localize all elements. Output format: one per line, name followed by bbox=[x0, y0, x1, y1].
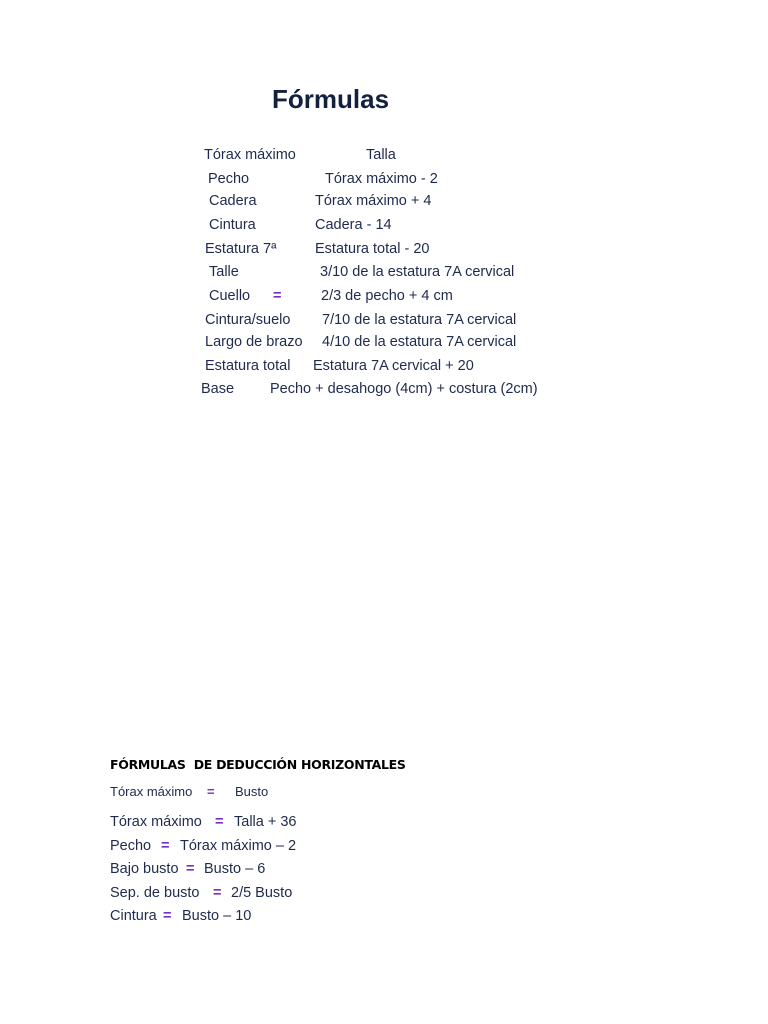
formula-label: Tórax máximo bbox=[110, 814, 202, 830]
formula-value: Busto bbox=[235, 784, 269, 799]
formula-label: Estatura total bbox=[205, 358, 291, 374]
formula-value: 7/10 de la estatura 7A cervical bbox=[322, 312, 517, 328]
formula-value: Busto – 10 bbox=[182, 908, 252, 924]
formula-value: Tórax máximo – 2 bbox=[180, 838, 297, 854]
formula-label: Cadera bbox=[209, 193, 257, 209]
formula-value: 2/5 Busto bbox=[231, 885, 293, 901]
formula-value: Pecho + desahogo (4cm) + costura (2cm) bbox=[270, 381, 538, 397]
formula-label: Tórax máximo bbox=[204, 147, 296, 163]
equals-sign: = bbox=[213, 885, 222, 901]
formula-value: Busto – 6 bbox=[204, 861, 266, 877]
formula-label: Cintura bbox=[209, 217, 256, 233]
formula-value: Tórax máximo + 4 bbox=[315, 193, 432, 209]
formula-value: 4/10 de la estatura 7A cervical bbox=[322, 334, 517, 350]
formula-value: Estatura 7A cervical + 20 bbox=[313, 358, 474, 374]
equals-sign: = bbox=[215, 814, 224, 830]
formula-value: Talla + 36 bbox=[234, 814, 297, 830]
formula-label: Cintura bbox=[110, 908, 157, 924]
formula-label: Base bbox=[201, 381, 235, 397]
formula-value: Tórax máximo - 2 bbox=[325, 171, 438, 187]
equals-sign: = bbox=[207, 784, 215, 799]
formula-value: Estatura total - 20 bbox=[315, 241, 430, 257]
page-title: Fórmulas bbox=[272, 84, 390, 114]
formula-label: Cintura/suelo bbox=[205, 312, 291, 328]
formula-label: Talle bbox=[209, 264, 239, 280]
formula-value: Cadera - 14 bbox=[315, 217, 392, 233]
equals-sign: = bbox=[273, 288, 282, 304]
formula-value: 2/3 de pecho + 4 cm bbox=[321, 288, 453, 304]
formula-label: Bajo busto bbox=[110, 861, 179, 877]
formula-value: Talla bbox=[366, 147, 396, 163]
equals-sign: = bbox=[161, 838, 170, 854]
formula-label: Cuello bbox=[209, 288, 251, 304]
section-heading: FÓRMULAS DE DEDUCCIÓN HORIZONTALES bbox=[110, 757, 406, 772]
equals-sign: = bbox=[163, 908, 172, 924]
formula-label: Tórax máximo bbox=[110, 784, 193, 799]
formula-label: Largo de brazo bbox=[205, 334, 303, 350]
formula-label: Pecho bbox=[208, 171, 250, 187]
formula-label: Pecho bbox=[110, 838, 152, 854]
equals-sign: = bbox=[186, 861, 195, 877]
formula-value: 3/10 de la estatura 7A cervical bbox=[320, 264, 515, 280]
formula-label: Sep. de busto bbox=[110, 885, 200, 901]
formula-label: Estatura 7ª bbox=[205, 241, 277, 257]
